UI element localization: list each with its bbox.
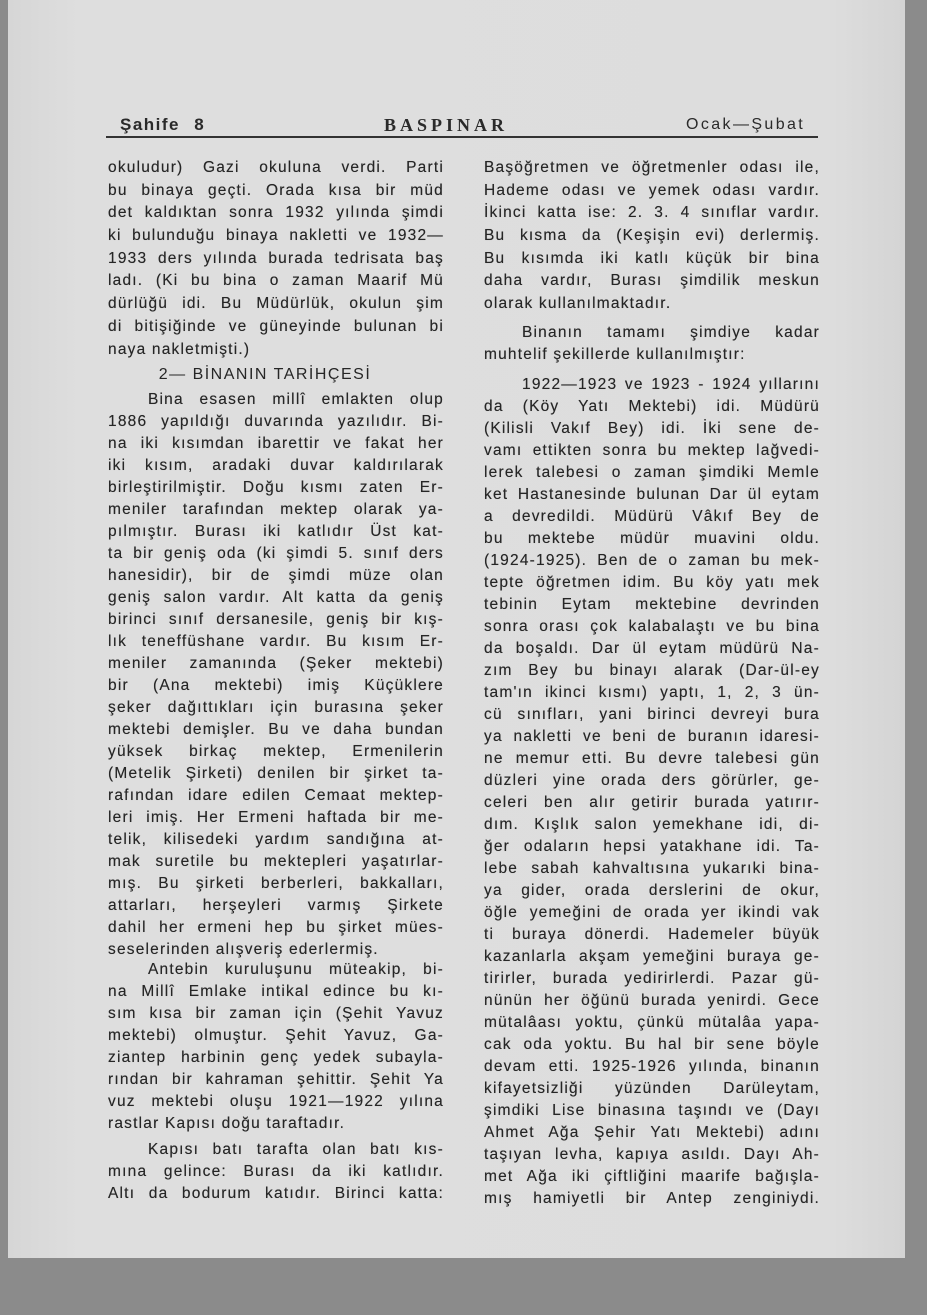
text-line: ya gider, orada derslerini de okur,	[484, 882, 820, 899]
text-line: a devredildi. Müdürü Vâkıf Bey de	[484, 508, 820, 525]
text-line: seselerinden alışveriş ederlermiş.	[108, 941, 379, 958]
text-line: ne memur etti. Bu devre talebesi gün	[484, 750, 820, 767]
text-line: naya nakletmişti.)	[108, 340, 251, 358]
left-column	[108, 0, 444, 1258]
text-line: ğer odaların hepsi yatakhane idi. Ta-	[484, 838, 820, 855]
right-column	[484, 0, 820, 1258]
text-line: mış hamiyetli bir Antep zenginiydi.	[484, 1190, 820, 1207]
text-line: meniler tarafından mektep olarak ya-	[108, 501, 444, 518]
text-line: öğle yemeğini de orada yer ikindi vak	[484, 904, 820, 921]
text-line: mına gelince: Burası da iki katlıdır.	[108, 1163, 444, 1180]
text-line: şeker dağıttıkları için burasına şeker	[108, 699, 444, 716]
text-line: taşıyan levha, kapıya asıldı. Dayı Ah-	[484, 1146, 820, 1163]
text-line: tepte öğretmen idim. Bu köy yatı mek	[484, 574, 820, 591]
text-line: cak oda yoktu. Bu hal bir sene böyle	[484, 1036, 820, 1053]
text-line: attarları, herşeyleri varmış Şirkete	[108, 897, 444, 914]
text-line: Kapısı batı tarafta olan batı kıs-	[148, 1141, 444, 1158]
text-line: celeri ben alır getirir burada yatırır-	[484, 794, 820, 811]
text-line: meniler zamanında (Şeker mektebi)	[108, 655, 444, 672]
text-line: na iki kısımdan ibarettir ve fakat her	[108, 435, 444, 452]
text-line: vuz mektebi oluşu 1921—1922 yılına	[108, 1093, 444, 1110]
text-line: ti buraya dönerdi. Hademeler büyük	[484, 926, 820, 943]
text-line: birleştirilmiştir. Doğu kısmı zaten Er-	[108, 479, 444, 496]
text-line: telik, kilisedeki yardım sandığına at-	[108, 831, 444, 848]
text-line: okuludur) Gazi okuluna verdi. Parti	[108, 159, 444, 176]
text-line: devam etti. 1925-1926 yılında, binanın	[484, 1058, 820, 1075]
text-line: kifayetsizliği yüzünden Darüleytam,	[484, 1080, 820, 1097]
text-line: bir (Ana mektebi) imiş Küçüklere	[108, 677, 444, 694]
paragraph	[108, 1139, 444, 1205]
text-line: Binanın tamamı şimdiye kadar	[522, 324, 820, 341]
text-line: Hademe odası ve yemek odası vardır.	[484, 181, 820, 199]
text-line: birinci sınıf dersanesile, geniş bir kış-	[108, 611, 444, 628]
text-line: ta bir geniş oda (ki şimdi 5. sınıf ders	[108, 545, 444, 562]
text-line: mış. Bu şirketi berberleri, bakkalları,	[108, 875, 444, 892]
text-line: daha vardır, Burası şimdilik meskun	[484, 272, 820, 290]
section-heading: 2— BİNANIN TARİHÇESİ	[158, 366, 372, 383]
text-line: da (Köy Yatı Mektebi) idi. Müdürü	[484, 398, 820, 415]
text-line: bu binaya geçti. Orada kısa bir müd	[108, 181, 444, 199]
text-line: pılmıştır. Burası iki katlıdır Üst kat-	[108, 523, 444, 540]
text-line: tebinin Eytam mektebine devrinden	[484, 596, 820, 613]
text-line: kazanlarla akşam yemeğini buraya ge-	[484, 948, 820, 965]
text-line: şimdiki Lise binasına taşındı ve (Dayı	[484, 1102, 820, 1119]
text-line: lebe sabah kahvaltısına yukarıki bina-	[484, 860, 820, 877]
text-line: det kaldıktan sonra 1932 yılında şimdi	[108, 204, 444, 222]
text-line: leri imiş. Her Ermeni haftada bir me-	[108, 809, 444, 826]
text-line: da boşaldı. Dar ül eytam müdürü Na-	[484, 640, 820, 657]
text-line: tam'ın ikinci kısmı) yaptı, 1, 2, 3 ün-	[484, 684, 820, 701]
paragraph	[108, 157, 444, 361]
paragraph	[484, 322, 820, 366]
text-line: ki bulunduğu binaya nakletti ve 1932—	[108, 227, 444, 245]
text-line: Bu kısma da (Keşişin evi) derlermiş.	[484, 227, 820, 245]
text-line: (Metelik Şirketi) denilen bir şirket ta-	[108, 765, 444, 782]
text-line: ya nakletti ve beni de buranın idaresi-	[484, 728, 820, 745]
text-line: Bina esasen millî emlakten olup	[148, 391, 444, 408]
text-line: muhtelif şekillerde kullanılmıştır:	[484, 346, 746, 363]
text-line: nünün her öğünü burada yenirdi. Gece	[484, 992, 820, 1009]
text-line: rından bir kahraman şehittir. Şehit Ya	[108, 1071, 444, 1088]
text-line: bu mektebe müdür muavini oldu.	[484, 530, 820, 547]
text-line: met Ağa iki çiftliğini maarife bağışla-	[484, 1168, 820, 1185]
text-line: Antebin kuruluşunu müteakip, bi-	[148, 961, 444, 978]
text-line: ket Hastanesinde bulunan Dar ül eytam	[484, 486, 820, 503]
text-line: dım. Kışlık salon yemekhane idi, di-	[484, 816, 820, 833]
text-line: Ahmet Ağa Şehir Yatı Mektebi) adını	[484, 1124, 820, 1141]
issue-date: Ocak—Şubat	[686, 116, 806, 133]
text-line: lık teneffüshane vardır. Bu kısım Er-	[108, 633, 444, 650]
text-line: 1922—1923 ve 1923 - 1924 yıllarını	[522, 376, 820, 393]
text-line: lerek talebesi o zaman şimdiki Memle	[484, 464, 820, 481]
text-line: mektebi demişler. Bu ve daha bundan	[108, 721, 444, 738]
text-line: hanesidir), bir de şimdi müze olan	[108, 567, 444, 584]
publication-title: BASPINAR	[384, 115, 509, 135]
paragraph	[484, 157, 820, 316]
text-line: (Kilisli Vakıf Bey) idi. İki sene de-	[484, 420, 820, 437]
text-line: mektebi) olmuştur. Şehit Yavuz, Ga-	[108, 1027, 444, 1044]
text-line: Bu kısımda iki katlı küçük bir bina	[484, 249, 820, 267]
page-number: Şahife 8	[120, 115, 206, 134]
text-line: 1886 yapıldığı duvarında yazılıdır. Bi-	[108, 413, 444, 430]
text-line: olarak kullanılmaktadır.	[484, 295, 672, 313]
text-line: ziantep harbinin genç yedek subayla-	[108, 1049, 444, 1066]
text-line: geniş salon vardır. Alt katta da geniş	[108, 589, 444, 606]
paragraph	[484, 374, 820, 1210]
text-line: rastlar Kapısı doğu taraftadır.	[108, 1115, 346, 1132]
text-line: İkinci katta ise: 2. 3. 4 sınıflar vardır.	[484, 204, 820, 222]
text-line: sım kısa bir zaman için (Şehit Yavuz	[108, 1005, 444, 1022]
text-line: (1924-1925). Ben de o zaman bu mek-	[484, 552, 820, 569]
text-line: 1933 ders yılında burada tedrisata baş	[108, 249, 444, 267]
text-line: vamı ettikten sonra bu mektep lağvedi-	[484, 442, 820, 459]
text-line: tirirler, burada yedirirlerdi. Pazar gü-	[484, 970, 820, 987]
text-line: yüksek birkaç mektep, Ermenilerin	[108, 743, 444, 760]
text-line: mak suretile bu mektepleri yaşatırlar-	[108, 853, 444, 870]
text-line: mütalâası yoktu, çünkü mütalâa yapa-	[484, 1014, 820, 1031]
text-line: cü sınıfları, yani birinci devreyi bura	[484, 706, 820, 723]
paragraph	[108, 959, 444, 1135]
text-line: dahil her ermeni hep bu şirket mües-	[108, 919, 444, 936]
text-line: Başöğretmen ve öğretmenler odası ile,	[484, 159, 820, 176]
text-line: düzleri yine orada ders görürler, ge-	[484, 772, 820, 789]
text-line: sonra orası çok kalabalaştı ve bu bina	[484, 618, 820, 635]
text-line: Altı da bodurum katıdır. Birinci katta:	[108, 1185, 444, 1202]
text-line: dürlüğü idi. Bu Müdürlük, okulun şim	[108, 295, 444, 313]
text-line: ladı. (Ki bu bina o zaman Maarif Mü	[108, 272, 444, 290]
text-line: zım Bey bu binayı alarak (Dar-ül-ey	[484, 662, 820, 679]
text-line: rafından idare edilen Cemaat mektep-	[108, 787, 444, 804]
text-line: iki kısım, aradaki duvar kaldırılarak	[108, 457, 444, 474]
paragraph	[108, 389, 444, 961]
text-line: di bitişiğinde ve güneyinde bulunan bi	[108, 317, 444, 335]
text-line: na Millî Emlake intikal edince bu kı-	[108, 983, 444, 1000]
page	[8, 0, 905, 1258]
